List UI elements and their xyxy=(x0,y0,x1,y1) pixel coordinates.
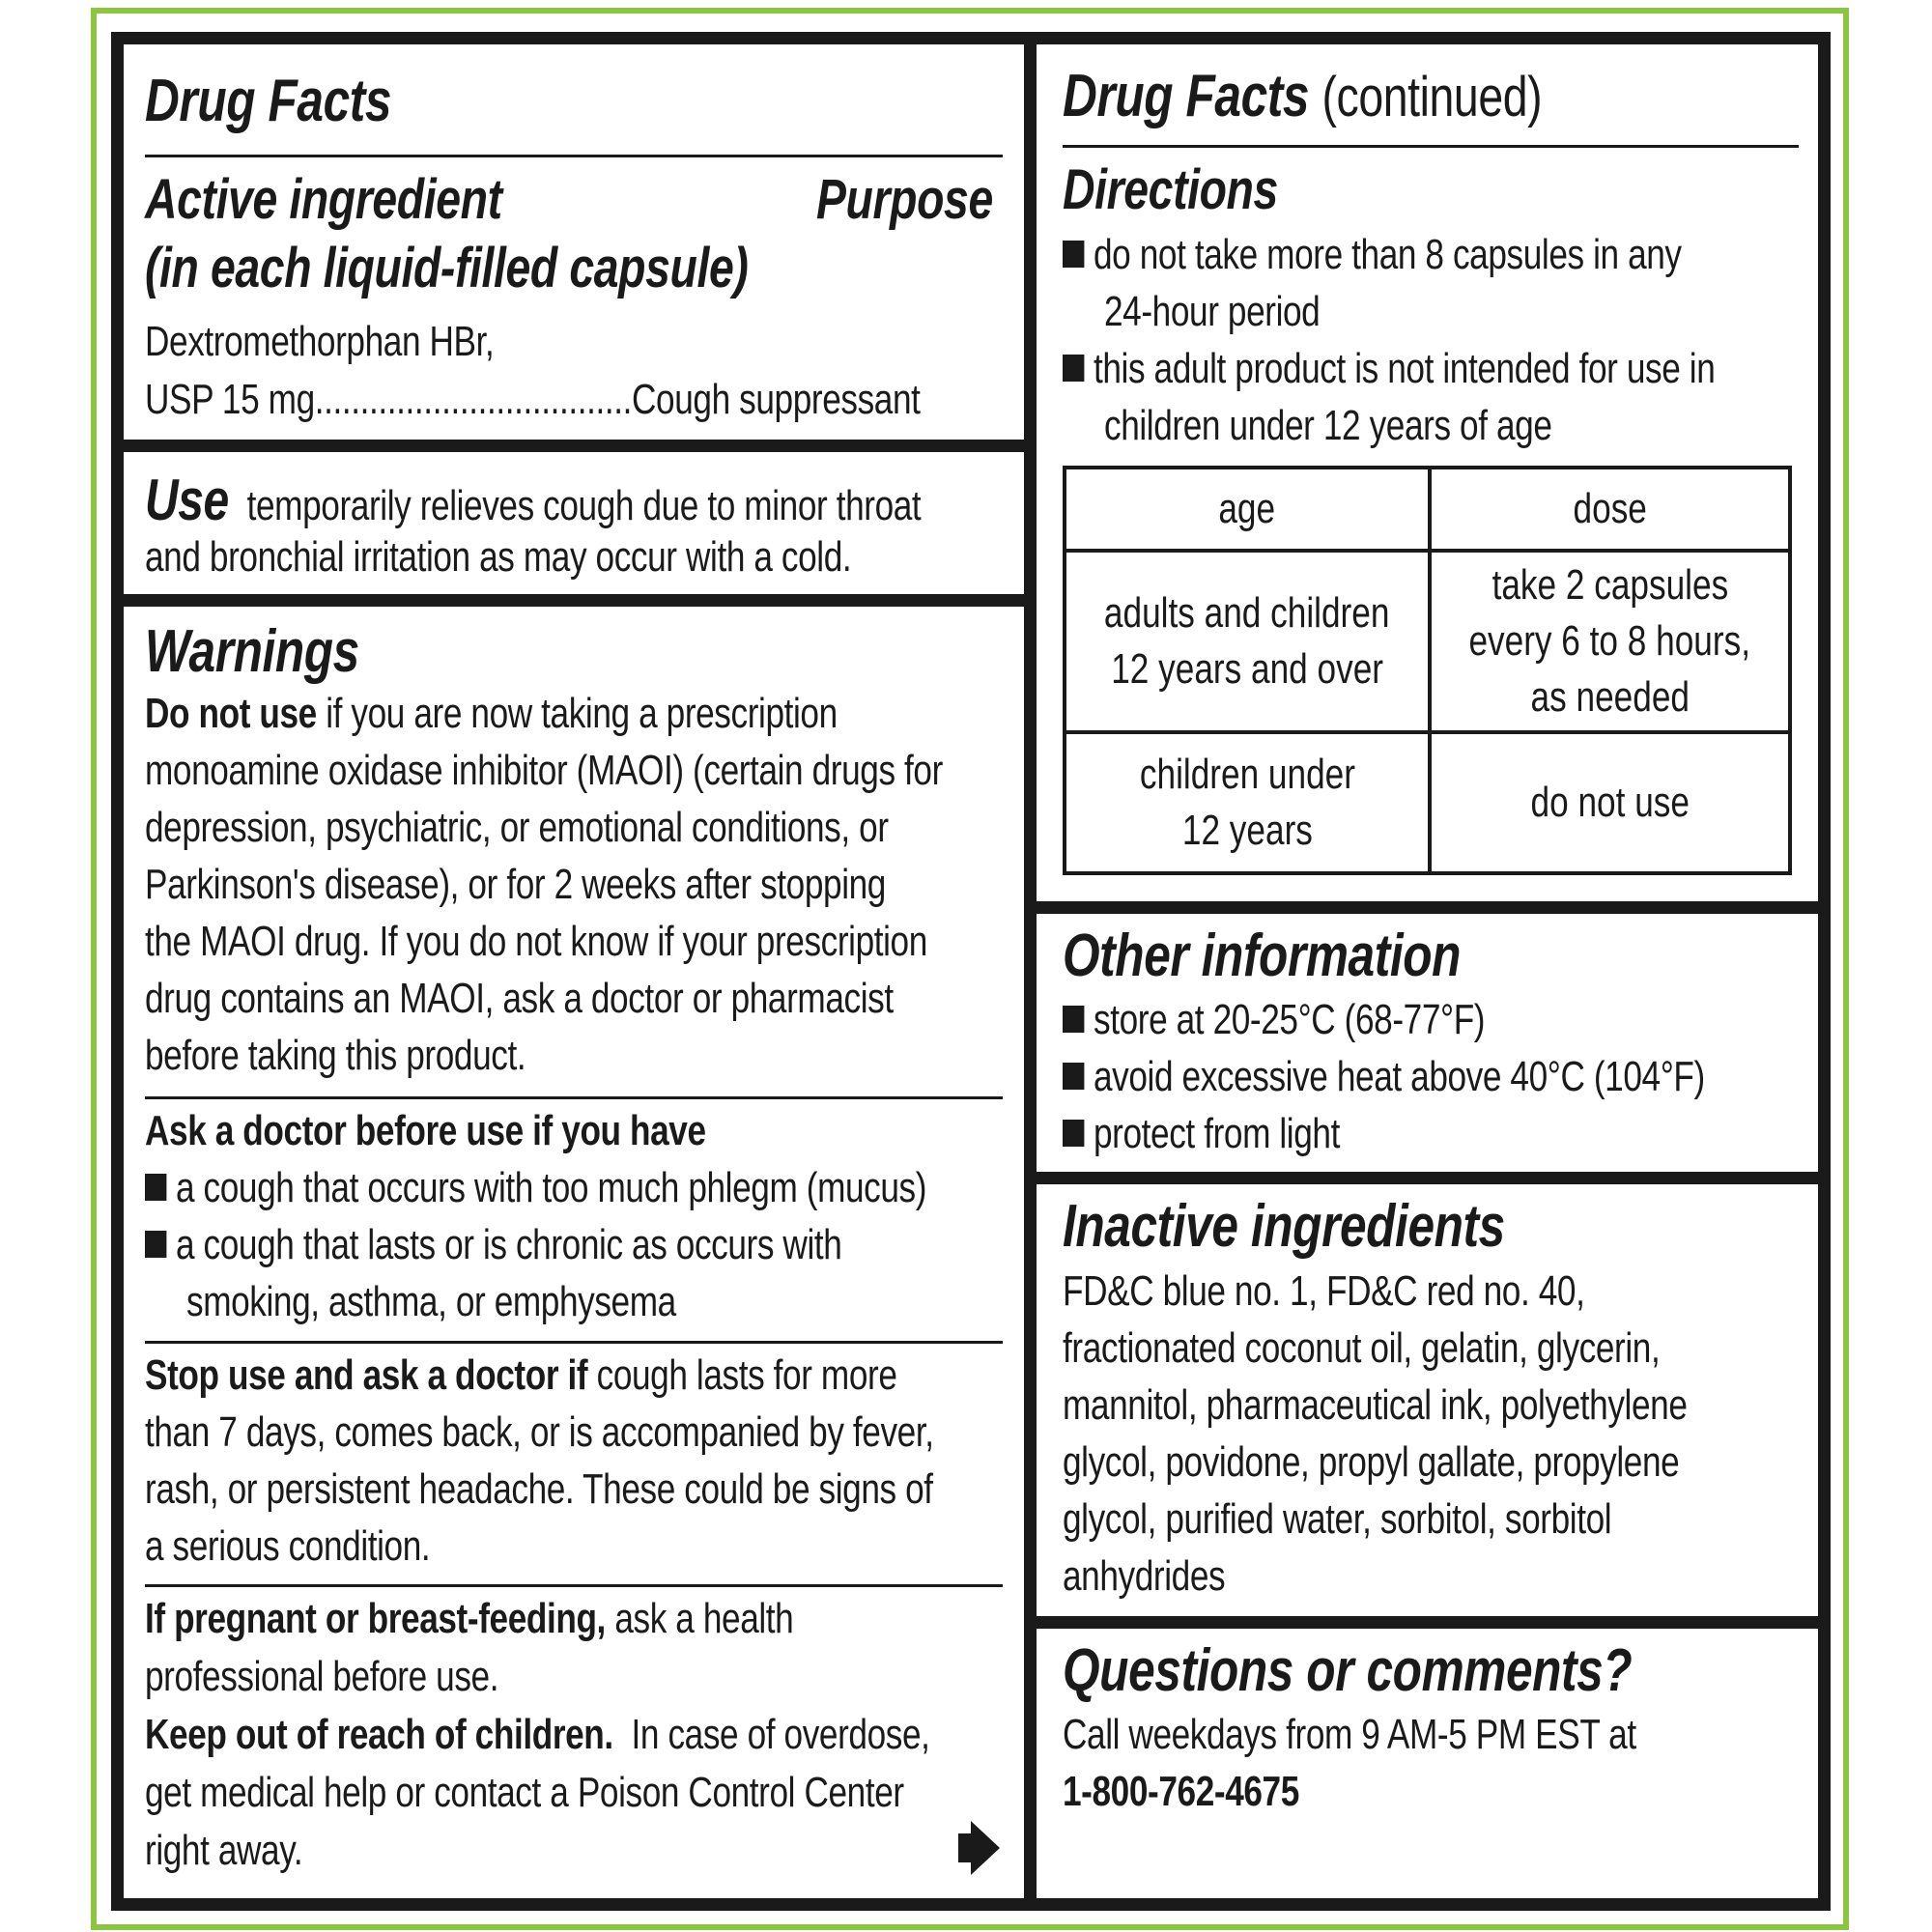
drug-facts-title: Drug Facts xyxy=(145,68,392,134)
stop-use-line: a serious condition. xyxy=(145,1522,431,1570)
keep-out-line: right away. xyxy=(145,1827,303,1874)
ingredient-dose-purpose: USP 15 mg...................................Cough suppressant xyxy=(145,376,921,423)
other-item-text: protect from light xyxy=(1094,1110,1340,1157)
table-header-dose: dose xyxy=(1430,468,1790,551)
ask-item xyxy=(145,1160,926,1216)
warnings-rule xyxy=(145,1584,1003,1587)
pregnant-line xyxy=(145,1591,793,1647)
directions-item-text: do not take more than 8 capsules in any xyxy=(1094,231,1682,278)
table-header-row xyxy=(1065,468,1790,551)
square-bullet-icon xyxy=(1063,1063,1084,1090)
section-divider xyxy=(1024,901,1831,914)
section-divider xyxy=(1024,1616,1831,1629)
active-ingredient-subheading: (in each liquid-filled capsule) xyxy=(145,237,749,299)
inactive-line: glycol, povidone, propyl gallate, propylene xyxy=(1063,1438,1680,1486)
drug-facts-continued-title xyxy=(1063,63,1542,131)
warnings-heading: Warnings xyxy=(145,618,359,685)
continue-arrow-icon xyxy=(971,1821,1000,1875)
directions-item-continued: children under 12 years of age xyxy=(1104,402,1552,449)
stop-use-line xyxy=(145,1348,897,1404)
other-information-heading: Other information xyxy=(1063,923,1462,989)
other-item xyxy=(1063,1049,1705,1105)
table-cell-age: adults and children 12 years and over xyxy=(1065,551,1430,732)
inactive-line: glycol, purified water, sorbitol, sorbitol xyxy=(1063,1495,1612,1543)
stop-use-label: Stop use and ask a doctor if xyxy=(145,1351,588,1399)
dosage-table xyxy=(1063,466,1792,875)
do-not-use-label: Do not use xyxy=(145,690,317,737)
pregnant-text: ask a health xyxy=(614,1595,794,1642)
questions-heading: Questions or comments? xyxy=(1063,1637,1633,1704)
phone-number: 1-800-762-4675 xyxy=(1063,1768,1299,1815)
do-not-use-text: if you are now taking a prescription xyxy=(326,690,838,737)
do-not-use-line xyxy=(145,686,838,742)
title-rule xyxy=(145,155,1003,157)
use-text: temporarily relieves cough due to minor throat xyxy=(246,482,922,529)
column-divider xyxy=(1024,32,1037,1911)
directions-heading: Directions xyxy=(1063,158,1278,221)
table-row xyxy=(1065,551,1790,732)
warnings-rule xyxy=(145,1341,1003,1344)
table-header-age: age xyxy=(1065,468,1430,551)
use-line2: and bronchial irritation as may occur with a cold. xyxy=(145,533,852,581)
square-bullet-icon xyxy=(1063,1006,1084,1033)
section-divider xyxy=(111,440,1037,452)
warning-line: before taking this product. xyxy=(145,1032,526,1079)
directions-item-text: this adult product is not intended for use in xyxy=(1094,345,1716,392)
keep-out-line xyxy=(145,1707,930,1763)
use-heading: Use xyxy=(145,468,229,532)
keep-out-line: get medical help or contact a Poison Control Center xyxy=(145,1769,904,1816)
square-bullet-icon xyxy=(1063,1120,1084,1147)
title-rule xyxy=(1063,145,1799,148)
inactive-ingredients-heading: Inactive ingredients xyxy=(1063,1193,1505,1260)
ask-item-continued: smoking, asthma, or emphysema xyxy=(186,1278,676,1325)
keep-out-text: In case of overdose, xyxy=(631,1711,930,1758)
ask-item-text: a cough that lasts or is chronic as occurs with xyxy=(176,1221,842,1268)
ask-item-text: a cough that occurs with too much phlegm (mucus) xyxy=(176,1164,927,1211)
continued-label: (continued) xyxy=(1321,66,1543,128)
other-item-text: store at 20-25°C (68-77°F) xyxy=(1094,996,1486,1043)
warning-line: monoamine oxidase inhibitor (MAOI) (certain drugs for xyxy=(145,747,943,794)
table-cell-dose: take 2 capsules every 6 to 8 hours, as needed xyxy=(1430,551,1790,732)
warning-line: drug contains an MAOI, ask a doctor or pharmacist xyxy=(145,975,894,1022)
pregnant-line: professional before use. xyxy=(145,1653,499,1700)
keep-out-label: Keep out of reach of children. xyxy=(145,1711,613,1758)
ask-doctor-heading: Ask a doctor before use if you have xyxy=(145,1107,706,1154)
warning-line: Parkinson's disease), or for 2 weeks after stopping xyxy=(145,861,886,908)
ingredient-name: Dextromethorphan HBr, xyxy=(145,318,495,365)
directions-item-continued: 24-hour period xyxy=(1104,288,1321,335)
inactive-line: fractionated coconut oil, gelatin, glycerin, xyxy=(1063,1324,1661,1372)
drug-facts-title: Drug Facts xyxy=(1063,63,1310,129)
section-divider xyxy=(111,594,1037,607)
stop-use-text: cough lasts for more xyxy=(596,1351,897,1399)
inactive-line: FD&C blue no. 1, FD&C red no. 40, xyxy=(1063,1267,1585,1315)
square-bullet-icon xyxy=(145,1174,166,1201)
inactive-line: mannitol, pharmaceutical ink, polyethylene xyxy=(1063,1381,1688,1429)
table-cell-age: children under 12 years xyxy=(1065,732,1430,873)
questions-text: Call weekdays from 9 AM-5 PM EST at xyxy=(1063,1711,1636,1758)
square-bullet-icon xyxy=(1063,355,1084,382)
table-row xyxy=(1065,732,1790,873)
inactive-line: anhydrides xyxy=(1063,1552,1226,1600)
square-bullet-icon xyxy=(145,1231,166,1258)
use-line1 xyxy=(145,467,921,534)
other-item-text: avoid excessive heat above 40°C (104°F) xyxy=(1094,1053,1705,1100)
square-bullet-icon xyxy=(1063,241,1084,268)
warning-line: depression, psychiatric, or emotional conditions, or xyxy=(145,804,889,851)
purpose-heading: Purpose xyxy=(816,168,993,231)
active-ingredient-heading: Active ingredient xyxy=(145,168,502,231)
directions-item xyxy=(1063,341,1715,397)
stop-use-line: rash, or persistent headache. These could be signs of xyxy=(145,1465,933,1513)
other-item xyxy=(1063,1106,1340,1162)
other-item xyxy=(1063,992,1485,1048)
pregnant-label: If pregnant or breast-feeding, xyxy=(145,1595,606,1642)
table-cell-dose: do not use xyxy=(1430,732,1790,873)
warning-line: the MAOI drug. If you do not know if your prescription xyxy=(145,918,927,965)
stop-use-line: than 7 days, comes back, or is accompanied by fever, xyxy=(145,1408,934,1456)
warnings-rule xyxy=(145,1096,1003,1099)
directions-item xyxy=(1063,227,1682,283)
section-divider xyxy=(1024,1172,1831,1184)
ask-item xyxy=(145,1217,841,1273)
